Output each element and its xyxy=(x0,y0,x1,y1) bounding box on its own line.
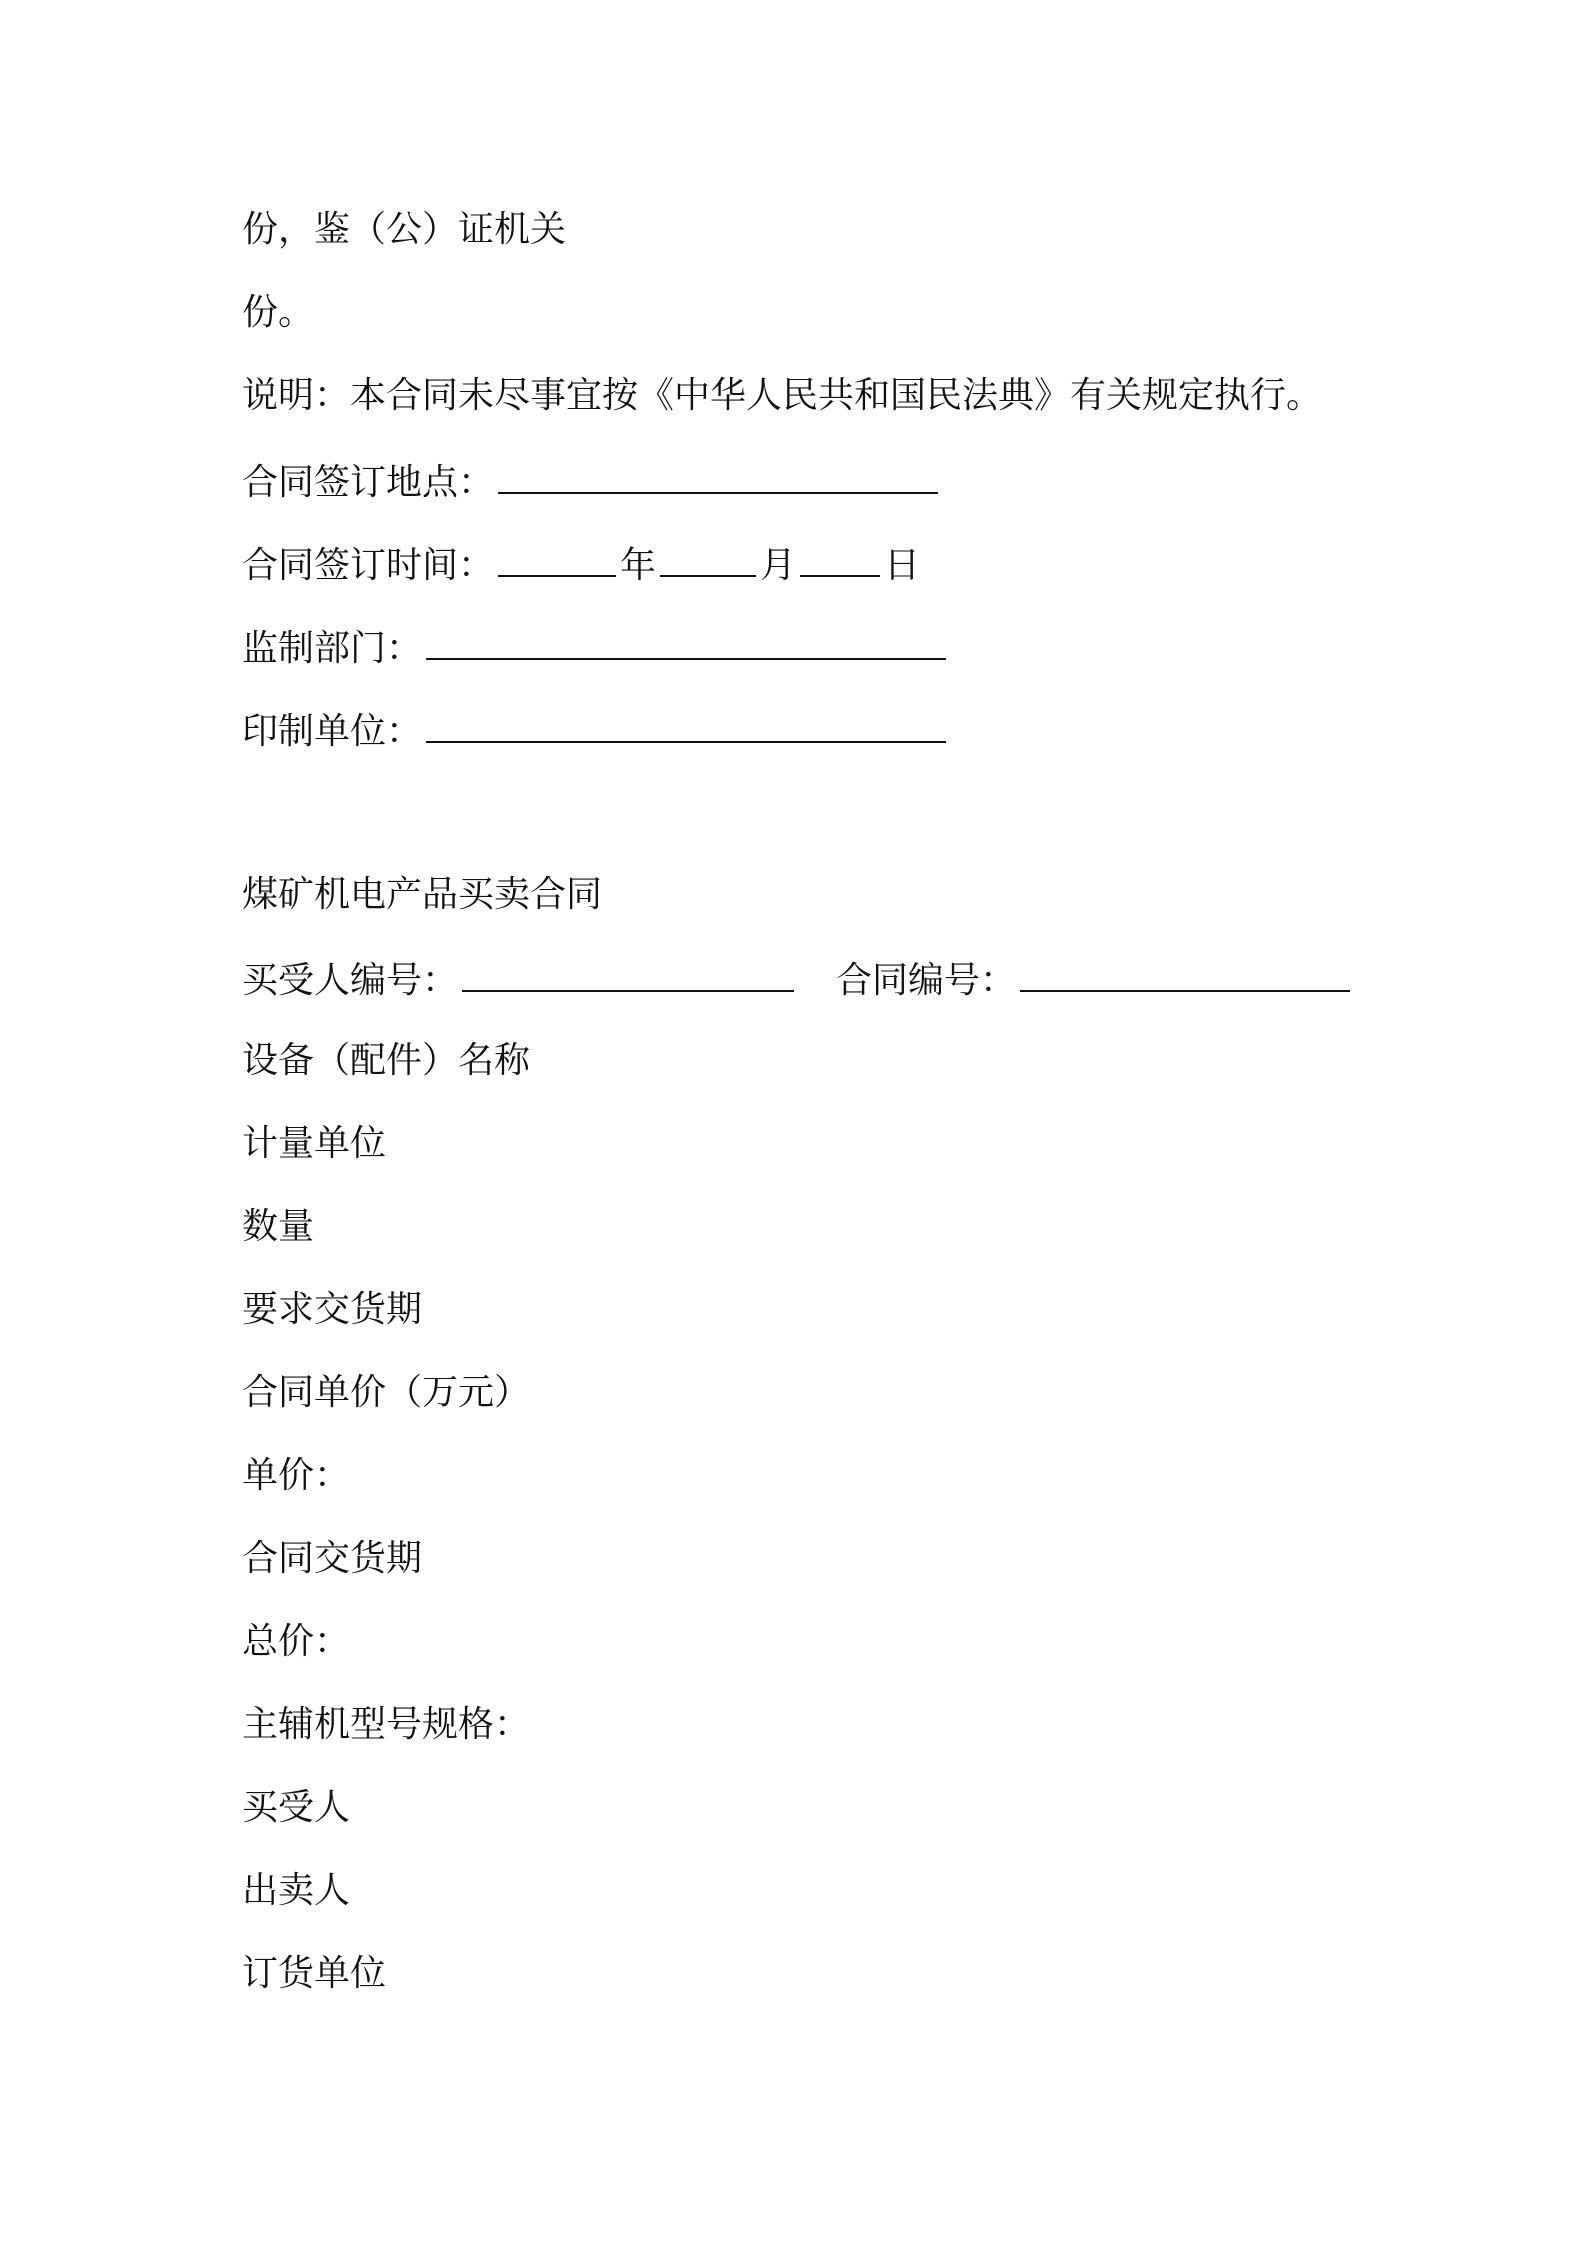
supervising-dept-row xyxy=(242,624,950,671)
year-label: 年 xyxy=(620,545,657,586)
field-unit: 计量单位 xyxy=(242,1123,387,1164)
contract-title: 煤矿机电产品买卖合同 xyxy=(242,874,603,915)
signing-date-row xyxy=(242,541,920,588)
field-quantity: 数量 xyxy=(242,1206,315,1247)
field-equipment-name: 设备（配件）名称 xyxy=(242,1040,531,1081)
text-line-copies-notary: 份，鉴（公）证机关 xyxy=(242,209,567,250)
contract-number-label: 合同编号： xyxy=(836,960,1017,1001)
field-contract-delivery: 合同交货期 xyxy=(242,1538,423,1579)
field-required-delivery: 要求交货期 xyxy=(242,1289,423,1330)
day-label: 日 xyxy=(884,545,921,586)
printing-unit-row xyxy=(242,707,950,754)
field-unit-price: 单价： xyxy=(242,1455,351,1496)
signing-date-label: 合同签订时间： xyxy=(242,545,495,586)
printing-unit-label: 印制单位： xyxy=(242,711,423,752)
signing-place-blank[interactable] xyxy=(498,458,938,494)
supervising-dept-blank[interactable] xyxy=(426,624,946,660)
signing-place-row xyxy=(242,458,942,505)
buyer-number-label: 买受人编号： xyxy=(242,960,459,1001)
month-label: 月 xyxy=(760,545,797,586)
note-line: 说明：本合同未尽事宜按《中华人民共和国民法典》有关规定执行。 xyxy=(242,375,1323,416)
year-blank[interactable] xyxy=(498,541,616,577)
printing-unit-blank[interactable] xyxy=(426,707,946,743)
buyer-number-blank[interactable] xyxy=(462,956,794,992)
field-ordering-unit: 订货单位 xyxy=(242,1953,387,1994)
field-seller: 出卖人 xyxy=(242,1870,351,1911)
contract-number-blank[interactable] xyxy=(1020,956,1350,992)
field-buyer: 买受人 xyxy=(242,1787,351,1828)
field-total-price: 总价： xyxy=(242,1621,351,1662)
numbers-row xyxy=(242,956,1354,1003)
day-blank[interactable] xyxy=(800,541,880,577)
signing-place-label: 合同签订地点： xyxy=(242,462,495,503)
field-model-spec: 主辅机型号规格： xyxy=(242,1704,531,1745)
month-blank[interactable] xyxy=(660,541,756,577)
text-line-copies: 份。 xyxy=(242,292,315,333)
supervising-dept-label: 监制部门： xyxy=(242,628,423,669)
field-contract-unit-price: 合同单价（万元） xyxy=(242,1372,531,1413)
